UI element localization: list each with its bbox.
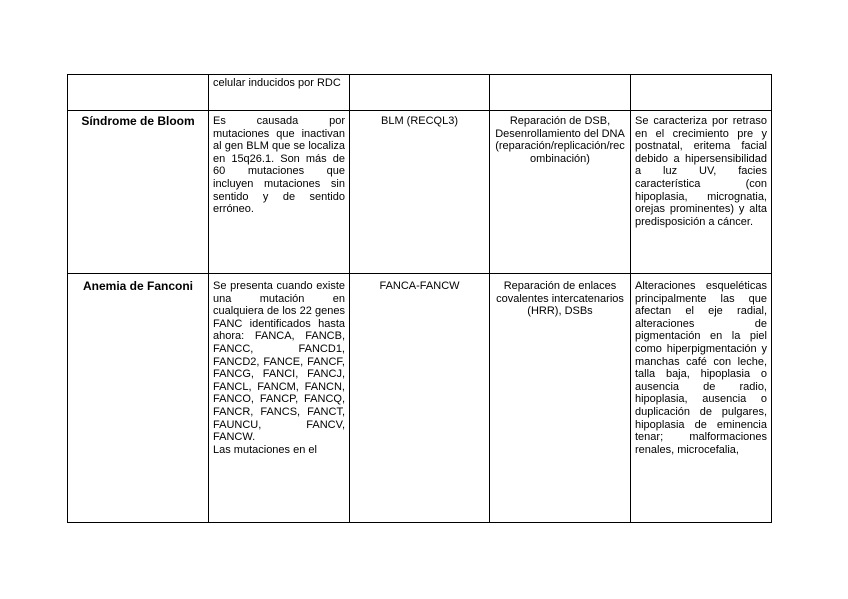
description-cell: celular inducidos por RDC <box>209 75 350 111</box>
syndrome-name-cell: Síndrome de Bloom <box>68 111 209 274</box>
gene-cell: BLM (RECQL3) <box>350 111 490 274</box>
mechanism-cell: Reparación de enlaces covalentes intercatenarios (HRR), DSBs <box>490 274 631 523</box>
description-cell <box>209 274 350 523</box>
table-row <box>68 111 772 274</box>
mechanism-cell <box>490 75 631 111</box>
syndrome-name-cell <box>68 75 209 111</box>
description-continuation: Las mutaciones en el <box>213 443 317 456</box>
gene-cell <box>350 75 490 111</box>
description-text: Se presenta cuando existe una mutación en cualquiera de los 22 genes FANC identificados hasta ahora: FANCA, FANCB, FANCC, FANCD1, FANCD2, FANCE, FANCF, FANCG, FANCI, FANCJ, FANCL, FANCM, FANCN, FANCO, FANCP, FANCQ, FANCR, FANCS, FANCT, FAUNCU, FANCV, FANCW. <box>213 280 345 444</box>
description-cell: Es causada por mutaciones que inactivan al gen BLM que se localiza en 15q26.1. Son más de 60 mutaciones que incluyen mutaciones sin sentido y de sentido erróneo. <box>209 111 350 274</box>
syndrome-name-cell: Anemia de Fanconi <box>68 274 209 523</box>
table-row <box>68 274 772 523</box>
table-row <box>68 75 772 111</box>
syndromes-table <box>67 74 772 523</box>
clinical-cell: Se caracteriza por retraso en el crecimiento pre y postnatal, eritema facial debido a hipersensibilidad a luz UV, facies característica (con hipoplasia, micrognatia, orejas prominentes) y alta predisposición a cáncer. <box>631 111 772 274</box>
clinical-cell: Alteraciones esqueléticas principalmente las que afectan el eje radial, alteraciones de pigmentación en la piel como hiperpigmentación y manchas café con leche, talla baja, hipoplasia o ausencia de radio, hipoplasia, ausencia o duplicación de pulgares, hipoplasia de eminencia tenar; malformaciones renales, microcefalia, <box>631 274 772 523</box>
gene-cell: FANCA-FANCW <box>350 274 490 523</box>
mechanism-cell: Reparación de DSB, Desenrollamiento del DNA (reparación/replicación/recombinación) <box>490 111 631 274</box>
clinical-cell <box>631 75 772 111</box>
